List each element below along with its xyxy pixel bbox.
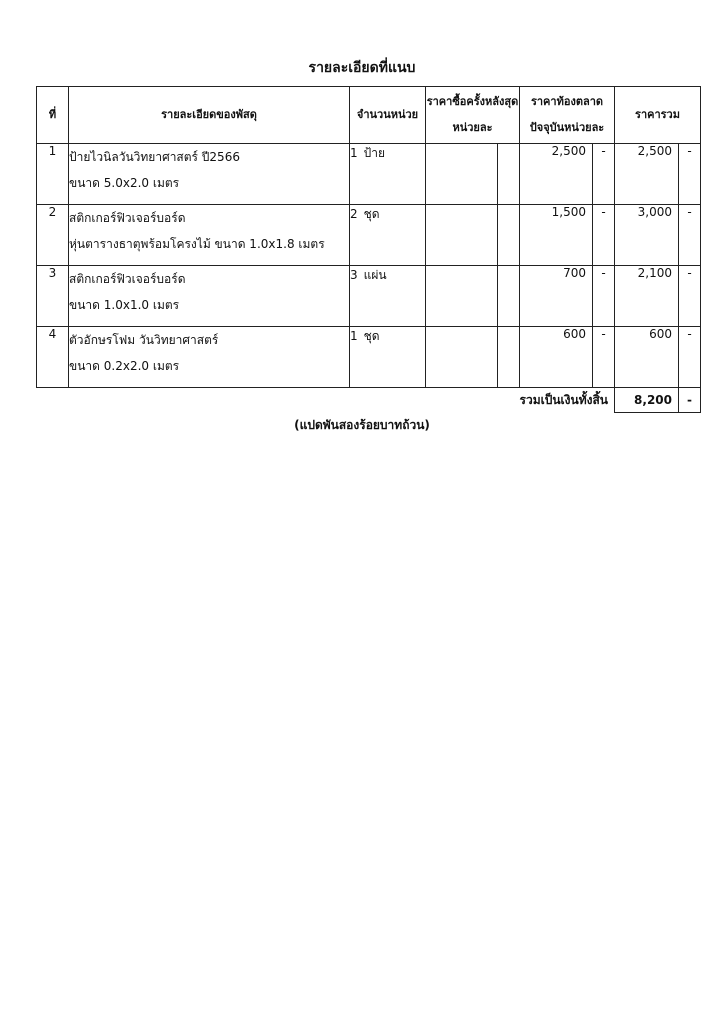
row-market-satang: -: [593, 266, 615, 327]
summary-row: [37, 388, 701, 413]
header-description: รายละเอียดของพัสดุ: [69, 87, 350, 144]
description-line2: ขนาด 1.0x1.0 เมตร: [69, 298, 180, 312]
summary-label: รวมเป็นเงินทั้งสิ้น: [519, 392, 609, 407]
row-quantity: [350, 205, 426, 266]
quantity-unit: ชุด: [363, 329, 380, 343]
table-row: [37, 144, 701, 205]
row-total: 2,100: [615, 266, 679, 327]
header-row: [37, 87, 701, 144]
row-total-satang: -: [679, 266, 701, 327]
document-title: รายละเอียดที่แนบ: [308, 60, 416, 76]
row-number: 2: [37, 205, 69, 266]
description-line1: สติกเกอร์ฟิวเจอร์บอร์ด: [69, 211, 186, 225]
quantity-value: 1: [350, 329, 358, 343]
description-line2: ขนาด 0.2x2.0 เมตร: [69, 359, 180, 373]
amount-in-words: (แปดพันสองร้อยบาทถ้วน): [294, 418, 430, 432]
table-row: [37, 327, 701, 388]
row-last-price-satang: [498, 327, 520, 388]
row-total-satang: -: [679, 144, 701, 205]
header-market-line2: ปัจจุบันหน่วยละ: [529, 121, 605, 134]
details-table: [36, 86, 701, 413]
row-last-price: [426, 327, 498, 388]
row-last-price-satang: [498, 144, 520, 205]
summary-total: 8,200: [615, 388, 679, 413]
header-quantity: จำนวนหน่วย: [350, 87, 426, 144]
row-last-price-satang: [498, 205, 520, 266]
header-last-price-line2: หน่วยละ: [452, 121, 493, 134]
row-description: [69, 205, 350, 266]
row-last-price: [426, 144, 498, 205]
row-total-satang: -: [679, 327, 701, 388]
quantity-value: 1: [350, 146, 358, 160]
quantity-value: 2: [350, 207, 358, 221]
table-row: [37, 205, 701, 266]
quantity-unit: ชุด: [363, 207, 380, 221]
description-line2: ขนาด 5.0x2.0 เมตร: [69, 176, 180, 190]
quantity-unit: แผ่น: [363, 268, 387, 282]
row-market-satang: -: [593, 205, 615, 266]
row-market-satang: -: [593, 327, 615, 388]
header-last-price: [426, 87, 520, 144]
description-line1: ป้ายไวนิลวันวิทยาศาสตร์ ปี2566: [69, 150, 240, 164]
row-description: [69, 266, 350, 327]
row-quantity: [350, 327, 426, 388]
row-total: 600: [615, 327, 679, 388]
row-number: 3: [37, 266, 69, 327]
row-market-satang: -: [593, 144, 615, 205]
row-description: [69, 327, 350, 388]
header-total: ราคารวม: [615, 87, 701, 144]
row-number: 1: [37, 144, 69, 205]
row-last-price: [426, 266, 498, 327]
table-row: [37, 266, 701, 327]
header-market-line1: ราคาท้องตลาด: [530, 95, 604, 108]
row-last-price-satang: [498, 266, 520, 327]
row-market-price: 700: [520, 266, 593, 327]
row-market-price: 2,500: [520, 144, 593, 205]
row-market-price: 600: [520, 327, 593, 388]
description-line2: หุ่นตารางธาตุพร้อมโครงไม้ ขนาด 1.0x1.8 เมตร: [69, 237, 325, 251]
header-market-price: [520, 87, 615, 144]
header-no: ที่: [37, 87, 69, 144]
row-market-price: 1,500: [520, 205, 593, 266]
row-description: [69, 144, 350, 205]
description-line1: สติกเกอร์ฟิวเจอร์บอร์ด: [69, 272, 186, 286]
row-total: 3,000: [615, 205, 679, 266]
header-last-price-line1: ราคาซื้อครั้งหลังสุด: [426, 95, 519, 108]
row-quantity: [350, 144, 426, 205]
summary-total-satang: -: [679, 388, 701, 413]
row-number: 4: [37, 327, 69, 388]
row-total-satang: -: [679, 205, 701, 266]
row-quantity: [350, 266, 426, 327]
quantity-value: 3: [350, 268, 358, 282]
description-line1: ตัวอักษรโฟม วันวิทยาศาสตร์: [69, 333, 219, 347]
row-total: 2,500: [615, 144, 679, 205]
row-last-price: [426, 205, 498, 266]
quantity-unit: ป้าย: [363, 146, 386, 160]
